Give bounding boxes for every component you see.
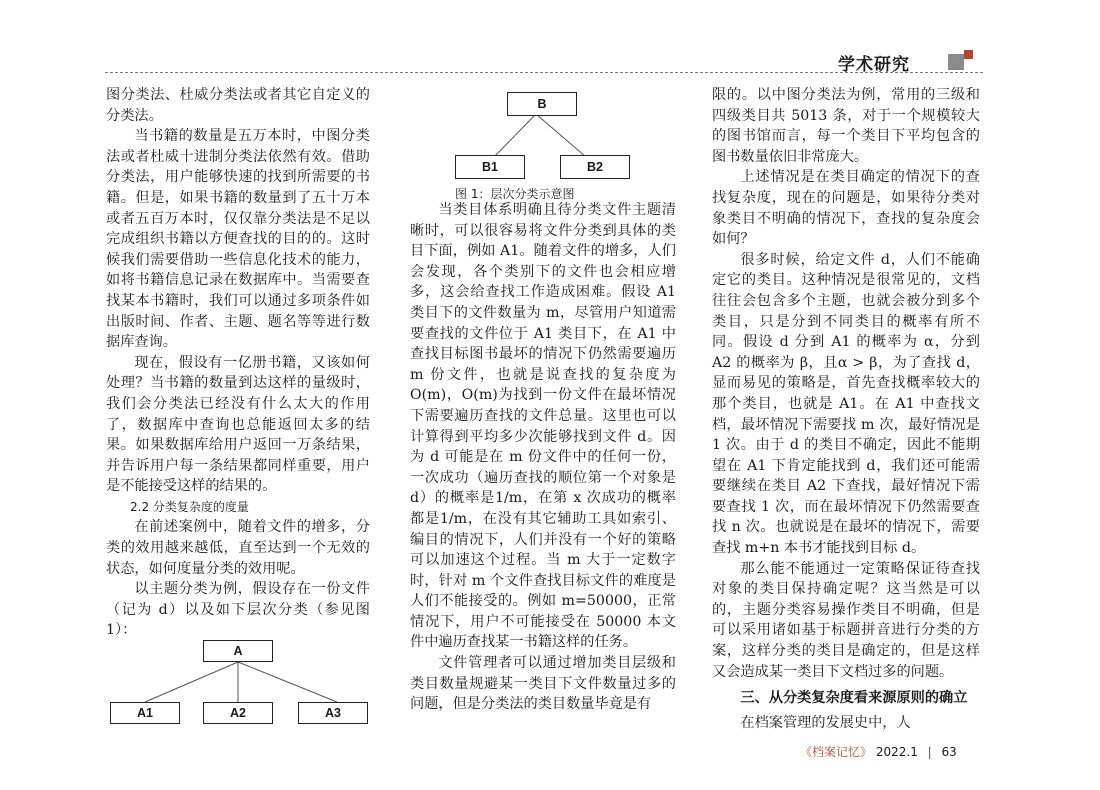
diagram-node-child: A2 — [203, 702, 273, 724]
paragraph: 在档案管理的发展史中，人 — [740, 714, 911, 731]
page-footer — [800, 743, 957, 760]
header-title: 学术研究 — [838, 55, 910, 75]
column-1 — [106, 85, 370, 641]
subsection-title: 2.2 分类复杂度的度量 — [130, 499, 249, 514]
paragraph: 很多时候，给定文件 d，人们不能确定它的类目。这种情况是很常见的，文档往往会包含多个主题，也就会被分到多个类目，只是分到不同类目的概率有所不同。假设 d 分到 A1 的概率为 α，分到 A2 的概率为 β，且α > β，为了查找 d，显而易见的策略是，首先查找概率较大的那个类目，也就是 A1。在 A1 中查找文档，最坏情况下需要找 m 次，最好情况是 1 次。由于 d 的类目不确定，因此不能期望在 A1 下肯定能找到 d，我们还可能需要继续在类目 A2 下查找，最好情况下需要查找 1 次，而在最坏情况下仍然需要查找 n 次。也就说是在最坏的情况下，需要查找 m+n 本书才能找到目标 d。 — [712, 251, 980, 557]
diagram-node-child: A1 — [110, 702, 180, 724]
journal-name: 《档案记忆》 — [800, 745, 873, 759]
paragraph: 在前述案例中，随着文件的增多，分类的效用越来越低，直至达到一个无效的状态，如何度量分类的效用呢。 — [106, 519, 370, 577]
column-3 — [712, 85, 980, 733]
section-title: 三、从分类复杂度看来源原则的确立 — [740, 690, 968, 707]
paragraph: 图分类法、杜威分类法或者其它自定义的分类法。 — [106, 87, 370, 124]
diagram-node-root: A — [203, 640, 273, 662]
paragraph: 当类目体系明确且待分类文件主题清晰时，可以很容易将文件分类到具体的类目下面，例如 A1。随着文件的增多，人们会发现，各个类别下的文件也会相应增多，这会给查找工作造成困难。假设 A1 类目下的文件数量为 m，尽管用户知道需要查找的文件位于 A1 类目下，在 A1 中查找目标图书最坏的情况下仍然需要遍历 m 份文件，也就是说查找的复杂度为 O(m)，O(m)为找到一份文件在最坏情况下需要遍历查找的文件总量。这里也可以计算得到平均多少次能够找到文件 d。因为 d 可能是在 m 份文件中的任何一份，一次成功（遍历查找的顺位第一个对象是 d）的概率是1/m，在第 x 次成功的概率都是1/m，在没有其它辅助工具如索引、编目的情况下，人们并没有一个好的策略可以加速这个过程。当 m 大于一定数字时，针对 m 个文件查找目标文件的难度是人们不能接受的。例如 m=50000，正常情况下，用户不可能接受在 50000 本文件中遍历查找某一书籍这样的任务。 — [410, 202, 676, 651]
paragraph: 当书籍的数量是五万本时，中图分类法或者杜威十进制分类法依然有效。借助分类法，用户能够快速的找到所需要的书籍。但是，如果书籍的数量到了五十万本或者五百万本时，仅仅靠分类法是不足以完成组织书籍以方便查找的目的的。这时候我们需要借助一些信息化技术的能力，如将书籍信息记录在数据库中。当需要查找某本书籍时，我们可以通过多项条件如出版时间、作者、主题、题名等等进行数据库查询。 — [106, 128, 370, 351]
diagram-node-child: A3 — [298, 702, 368, 724]
paragraph: 以主题分类为例，假设存在一份文件（记为 d）以及如下层次分类（参见图 1）： — [106, 581, 370, 639]
header-mark-icon — [948, 50, 974, 70]
figure-caption: 图 1：层次分类示意图 — [455, 187, 575, 201]
diagram-node-child: B2 — [560, 155, 630, 179]
column-2 — [410, 200, 676, 715]
header-rule — [105, 72, 983, 73]
paragraph: 现在，假设有一亿册书籍，又该如何处理？当书籍的数量到达这样的量级时，我们会分类法已经没有什么太大的作用了，数据库中查询也总能返回太多的结果。如果数据库给用户返回一万条结果，并告诉用户每一条结果都同样重要，用户是不能接受这样的结果的。 — [106, 354, 370, 495]
paragraph: 限的。以中图分类法为例，常用的三级和四级类目共 5013 条，对于一个规模较大的图书馆而言，每一个类目下平均包含的图书数量依旧非常庞大。 — [712, 87, 980, 165]
issue-number: 2022.1 — [875, 745, 918, 759]
page-number: 63 — [941, 745, 957, 759]
footer-separator: | — [927, 745, 932, 759]
paragraph: 上述情况是在类目确定的情况下的查找复杂度，现在的问题是，如果待分类对象类目不明确的情况下，查找的复杂度会如何？ — [712, 169, 980, 248]
diagram-node-root: B — [507, 92, 577, 116]
paragraph: 那么能不能通过一定策略保证待查找对象的类目保持确定呢？这当然是可以的，主题分类容易操作类目不明确，但是可以采用诸如基于标题拼音进行分类的方案，这样分类的类目是确定的，但是这样又会造成某一类目下文档过多的问题。 — [712, 560, 980, 680]
paragraph: 文件管理者可以通过增加类目层级和类目数量规避某一类目下文件数量过多的问题，但是分类法的类目数量毕竟是有 — [410, 655, 676, 713]
diagram-node-child: B1 — [455, 155, 525, 179]
